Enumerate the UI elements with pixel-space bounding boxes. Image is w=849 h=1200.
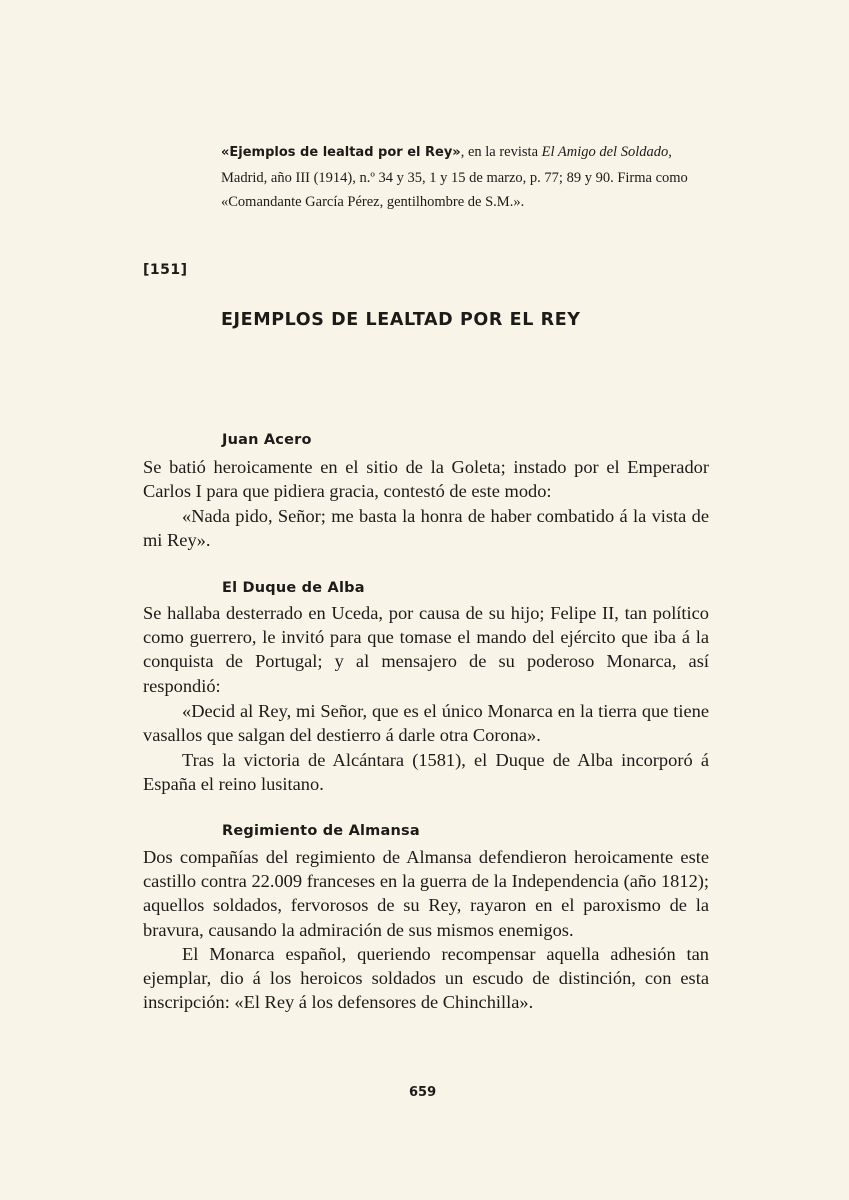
entry-paragraph: Se hallaba desterrado en Uceda, por causa de su hijo; Felipe II, tan político como guerrero, le invitó para que tomase el mando del ejército que iba á la conquista de Portugal; y al mensajero de su poderoso Monarca, así respondió:: [143, 603, 709, 696]
entry-paragraph: «Nada pido, Señor; me basta la honra de haber combatido á la vista de mi Rey».: [143, 506, 709, 551]
entry-paragraph: Dos compañías del regimiento de Almansa defendieron heroicamente este castillo contra 22.009 franceses en la guerra de la Independencia (año 1812); aquellos soldados, fervorosos de su Rey, rayaron en el paroxismo de la bravura, causando la admiración de sus mismos enemigos.: [143, 847, 709, 940]
entry-paragraph: El Monarca español, queriendo recompensar aquella adhesión tan ejemplar, dio á los heroicos soldados un escudo de distinción, con esta inscripción: «El Rey á los defensores de Chinchilla».: [143, 944, 709, 1013]
source-note: [221, 140, 689, 215]
entry-heading-regimiento-almansa: Regimiento de Almansa: [222, 823, 420, 839]
source-note-lead: «Ejemplos de lealtad por el Rey»: [221, 145, 461, 160]
entry-paragraph: «Decid al Rey, mi Señor, que es el único Monarca en la tierra que tiene vasallos que salgan del destierro á darle otra Corona».: [143, 701, 709, 746]
page-number: 659: [409, 1085, 437, 1100]
source-note-journal-title: El Amigo del Soldado: [541, 144, 669, 160]
entry-paragraph: Se batió heroicamente en el sitio de la Goleta; instado por el Emperador Carlos I para que pidiera gracia, contestó de este modo:: [143, 457, 709, 502]
section-number: [151]: [143, 262, 188, 278]
entry-paragraph: Tras la victoria de Alcántara (1581), el Duque de Alba incorporó á España el reino lusitano.: [143, 750, 709, 795]
source-note-text-1: , en la revista: [460, 144, 542, 160]
entry-heading-duque-de-alba: El Duque de Alba: [222, 580, 365, 596]
page-title: EJEMPLOS DE LEALTAD POR EL REY: [221, 310, 581, 330]
source-note-text-2: , Madrid, año III (1914), n.º 34 y 35, 1 y 15 de marzo, p. 77; 89 y 90. Firma como «Comandante García Pérez, gentilhombre de S.M.».: [221, 144, 688, 210]
entry-heading-juan-acero: Juan Acero: [222, 432, 312, 448]
